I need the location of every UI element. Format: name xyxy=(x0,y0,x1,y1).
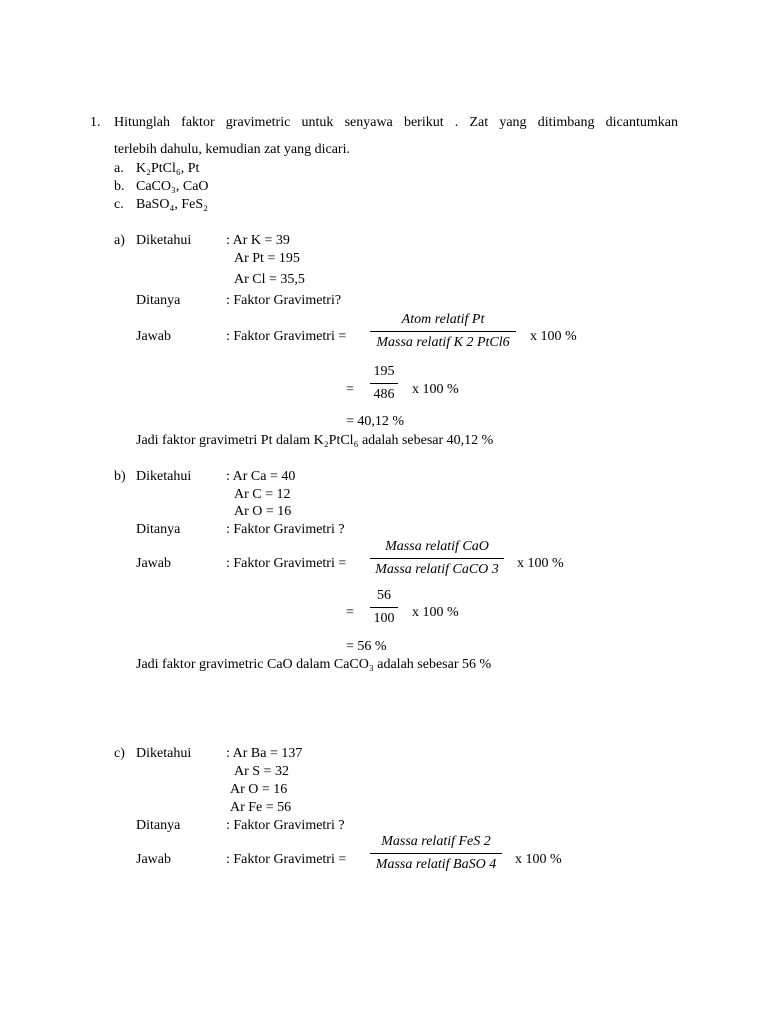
times-100: x 100 % xyxy=(515,852,562,867)
fraction-numerator: Atom relatif Pt xyxy=(401,312,485,327)
formula-prefix: : Faktor Gravimetri = xyxy=(226,852,347,867)
known-value: Ar Fe = 56 xyxy=(230,800,292,815)
result-value: = 56 % xyxy=(346,639,387,654)
list-item-text: BaSO₄, FeS₂ xyxy=(136,197,208,212)
fraction-denominator: 100 xyxy=(373,611,395,626)
known-value: Ar Pt = 195 xyxy=(234,251,300,266)
formula-fraction xyxy=(370,835,502,872)
part-c-marker: c) xyxy=(114,746,125,761)
conclusion-text: Jadi faktor gravimetric CaO dalam CaCO₃ adalah sebesar 56 % xyxy=(136,657,492,672)
list-item-text: CaCO₃, CaO xyxy=(136,179,209,194)
fraction-denominator: 486 xyxy=(373,387,395,402)
fraction-numerator: 195 xyxy=(373,364,395,379)
step-fraction xyxy=(370,589,398,626)
label-jawab: Jawab xyxy=(136,329,171,344)
times-100: x 100 % xyxy=(530,329,577,344)
formula-prefix: : Faktor Gravimetri = xyxy=(226,329,347,344)
equals-sign: = xyxy=(346,605,354,620)
known-value: : Ar Ca = 40 xyxy=(226,469,296,484)
known-value: : Ar K = 39 xyxy=(226,233,290,248)
label-diketahui: Diketahui xyxy=(136,469,192,484)
list-item-marker: a. xyxy=(114,161,124,176)
label-jawab: Jawab xyxy=(136,556,171,571)
list-item-text: K₂PtCl₆, Pt xyxy=(136,161,200,176)
fraction-denominator: Massa relatif BaSO 4 xyxy=(375,857,497,872)
formula-prefix: : Faktor Gravimetri = xyxy=(226,556,347,571)
list-item-marker: c. xyxy=(114,197,124,212)
step-fraction xyxy=(370,365,398,402)
asked-value: : Faktor Gravimetri ? xyxy=(226,818,345,833)
fraction-numerator: Massa relatif FeS 2 xyxy=(381,834,491,849)
known-value: Ar O = 16 xyxy=(234,504,292,519)
result-value: = 40,12 % xyxy=(346,414,405,429)
label-ditanya: Ditanya xyxy=(136,293,181,308)
part-b-marker: b) xyxy=(114,469,126,484)
label-ditanya: Ditanya xyxy=(136,522,181,537)
fraction-numerator: 56 xyxy=(377,588,391,603)
asked-value: : Faktor Gravimetri ? xyxy=(226,522,345,537)
part-a-marker: a) xyxy=(114,233,125,248)
formula-fraction xyxy=(370,540,504,577)
known-value: Ar O = 16 xyxy=(230,782,288,797)
label-diketahui: Diketahui xyxy=(136,233,192,248)
known-value: Ar S = 32 xyxy=(234,764,289,779)
known-value: : Ar Ba = 137 xyxy=(226,746,303,761)
times-100: x 100 % xyxy=(412,605,459,620)
question-line-1: Hitunglah faktor gravimetric untuk senyawa berikut . Zat yang ditimbang dicantumkan xyxy=(114,115,678,130)
known-value: Ar C = 12 xyxy=(234,487,291,502)
times-100: x 100 % xyxy=(517,556,564,571)
fraction-denominator: Massa relatif K 2 PtCl6 xyxy=(376,335,510,350)
conclusion-text: Jadi faktor gravimetri Pt dalam K₂PtCl₆ adalah sebesar 40,12 % xyxy=(136,433,494,448)
asked-value: : Faktor Gravimetri? xyxy=(226,293,342,308)
formula-fraction xyxy=(370,313,516,350)
label-jawab: Jawab xyxy=(136,852,171,867)
times-100: x 100 % xyxy=(412,382,459,397)
known-value: Ar Cl = 35,5 xyxy=(234,272,305,287)
list-item-marker: b. xyxy=(114,179,125,194)
question-number: 1. xyxy=(90,115,101,130)
fraction-numerator: Massa relatif CaO xyxy=(385,539,489,554)
equals-sign: = xyxy=(346,382,354,397)
question-line-2: terlebih dahulu, kemudian zat yang dicari. xyxy=(114,142,350,157)
label-diketahui: Diketahui xyxy=(136,746,192,761)
fraction-denominator: Massa relatif CaCO 3 xyxy=(375,562,499,577)
label-ditanya: Ditanya xyxy=(136,818,181,833)
